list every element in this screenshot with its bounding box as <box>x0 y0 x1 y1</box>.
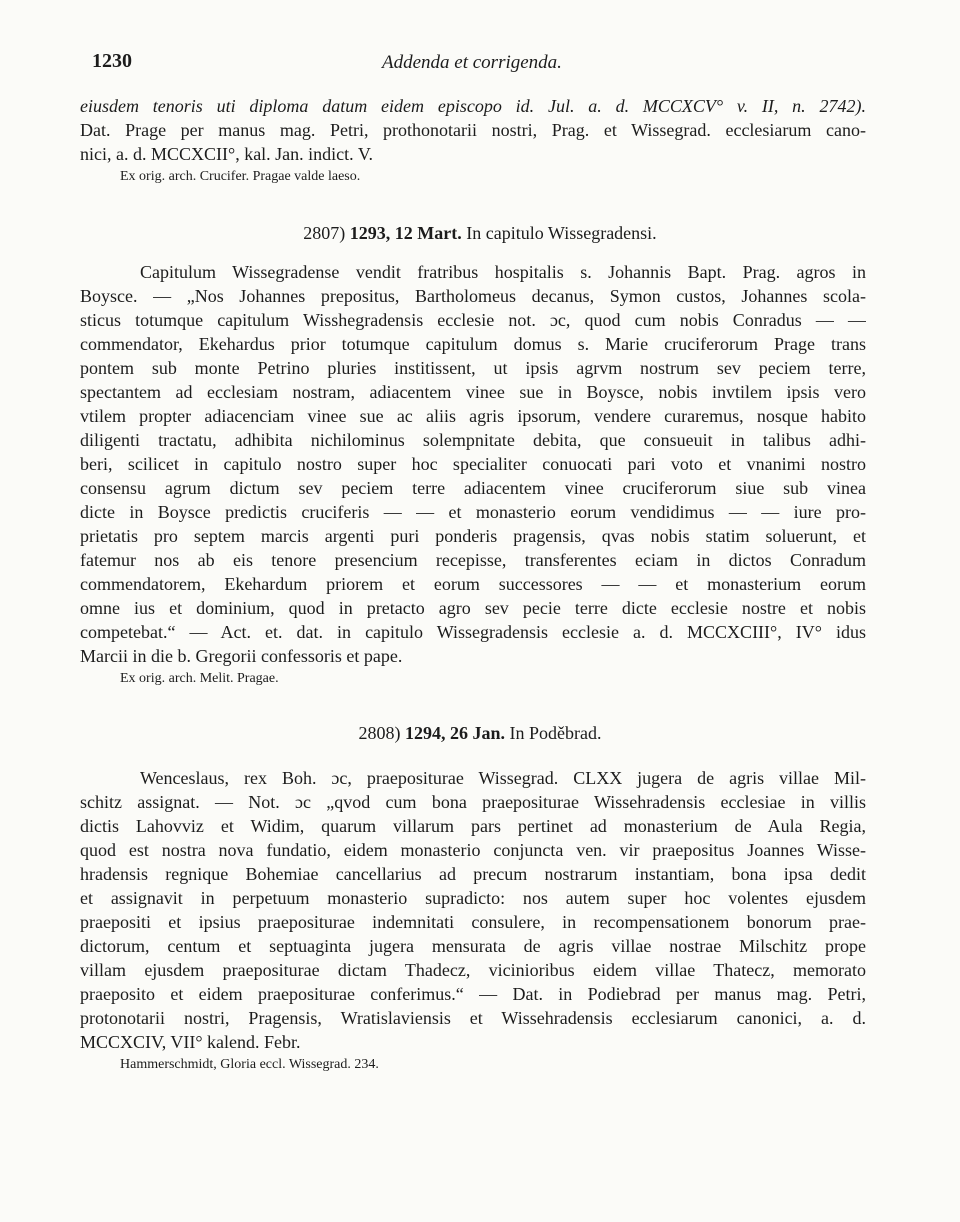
text-line: diligenti tractatu, adhibita nichilominus solempnitate debita, que consueuit in talibus adhi- <box>80 430 866 450</box>
text-line: schitz assignat. — Not. ɔc „qvod cum bona praepositurae Wissehradensis ecclesiae in villis <box>80 792 866 812</box>
entry-place: In Poděbrad. <box>509 723 602 743</box>
text-line: beri, scilicet in capitulo nostro super hoc specialiter conuocati pari voto et vnanimi nostro <box>80 454 866 474</box>
entry-number: 2807) <box>303 223 346 243</box>
text-line: dictorum, centum et septuaginta jugera mensurata de agris villae nostrae Milschitz prope <box>80 936 866 956</box>
text-line: et assignavit in perpetuum monasterio supradicto: nos autem super hoc volentes ejusdem <box>80 888 866 908</box>
entry-number: 2808) <box>358 723 401 743</box>
text-line: spectantem ad ecclesiam nostram, adiacentem vinee sue in Boysce, nobis invtilem ipsis vero <box>80 382 866 402</box>
text-line: vtilem propter adiacenciam vinee sue ac aliis agris ipsorum, vendere curaremus, nosque habito <box>80 406 866 426</box>
text-line: sticus totumque capitulum Wisshegradensis ecclesie not. ɔc, quod cum nobis Conradus — — <box>80 310 866 330</box>
entry-body-2808 <box>80 766 866 1076</box>
page-number: 1230 <box>92 50 132 72</box>
text-line: quod est nostra nova fundatio, eidem monasterio conjuncta ven. vir praepositus Joannes Wisse- <box>80 840 866 860</box>
text-line: pontem sub monte Petrino pluries institissent, ut ipsis agrvm nostrum sev peciem terre, <box>80 358 866 378</box>
entry-date: 1294, 26 Jan. <box>405 723 506 743</box>
text-line: villam ejusdem praepositurae dictam Thadecz, vicinioribus eidem villae Thatecz, memorato <box>80 960 866 980</box>
text-line: protonotarii nostri, Pragensis, Wratislaviensis et Wissehradensis ecclesiarum canonici, a. d. <box>80 1008 866 1028</box>
entry-place: In capitulo Wissegradensi. <box>466 223 657 243</box>
continuation-block <box>80 94 866 188</box>
text-line: fatemur nos ab eis tenore presencium recepisse, transferentes eciam in dictos Conradum <box>80 550 866 570</box>
source-note: Ex orig. arch. Crucifer. Pragae valde laeso. <box>120 169 361 184</box>
running-title: Addenda et corrigenda. <box>382 52 562 73</box>
text-line: consensu agrum dictum sev peciem terre adiacentem vinee cruciferorum siue sub vinea <box>80 478 866 498</box>
text-line: competebat.“ — Act. et. dat. in capitulo Wissegradensis ecclesie a. d. MCCXCIII°, IV° idus <box>80 622 866 642</box>
text-line: eiusdem tenoris uti diploma datum eidem episcopo id. Jul. a. d. MCCXCV° v. II, n. 2742). <box>80 96 866 116</box>
text-line: hradensis regnique Bohemiae cancellarius ad precum nostrarum instantiam, bona ipsa dedit <box>80 864 866 884</box>
running-head <box>92 50 872 80</box>
text-line: dicte in Boysce predictis cruciferis — — et monasterio eorum vendidimus — — iure pro- <box>80 502 866 522</box>
source-note: Hammerschmidt, Gloria eccl. Wissegrad. 234. <box>120 1057 379 1072</box>
entry-date: 1293, 12 Mart. <box>349 223 462 243</box>
text-line: Capitulum Wissegradense vendit fratribus hospitalis s. Johannis Bapt. Prag. agros in <box>140 262 866 282</box>
text-line: praeposito et eidem praepositurae conferimus.“ — Dat. in Podiebrad per manus mag. Petri, <box>80 984 866 1004</box>
text-line: Boysce. — „Nos Johannes prepositus, Bartholomeus decanus, Symon custos, Johannes scola- <box>80 286 866 306</box>
text-line: MCCXCIV, VII° kalend. Febr. <box>80 1032 301 1052</box>
text-line: Wenceslaus, rex Boh. ɔc, praepositurae Wissegrad. CLXX jugera de agris villae Mil- <box>140 768 866 788</box>
entry-heading-2807 <box>0 221 960 245</box>
text-line: praepositi et ipsius praepositurae indemnitati consulere, in recompensationem bonorum prae- <box>80 912 866 932</box>
entry-body-2807 <box>80 260 866 690</box>
text-line: nici, a. d. MCCXCII°, kal. Jan. indict. V. <box>80 144 374 164</box>
text-line: prietatis pro septem marcis argenti puri ponderis pragensis, qvas nobis statim soluerunt, et <box>80 526 866 546</box>
text-line: commendatorem, Ekehardum priorem et eorum successores — — et monasterium eorum <box>80 574 866 594</box>
entry-heading-2808 <box>0 721 960 745</box>
text-line: dictis Lahovviz et Widim, quarum villarum pars pertinet ad monasterium de Aula Regia, <box>80 816 866 836</box>
text-line: Marcii in die b. Gregorii confessoris et pape. <box>80 646 403 666</box>
text-line: Dat. Prage per manus mag. Petri, prothonotarii nostri, Prag. et Wissegrad. ecclesiarum cano- <box>80 120 866 140</box>
text-line: omne ius et dominium, quod in pretacto agro sev pecie terre dicte ecclesie nostre et nobis <box>80 598 866 618</box>
source-note: Ex orig. arch. Melit. Pragae. <box>120 671 279 686</box>
text-line: commendator, Ekehardus prior totumque capitulum domus s. Marie cruciferorum Prage trans <box>80 334 866 354</box>
